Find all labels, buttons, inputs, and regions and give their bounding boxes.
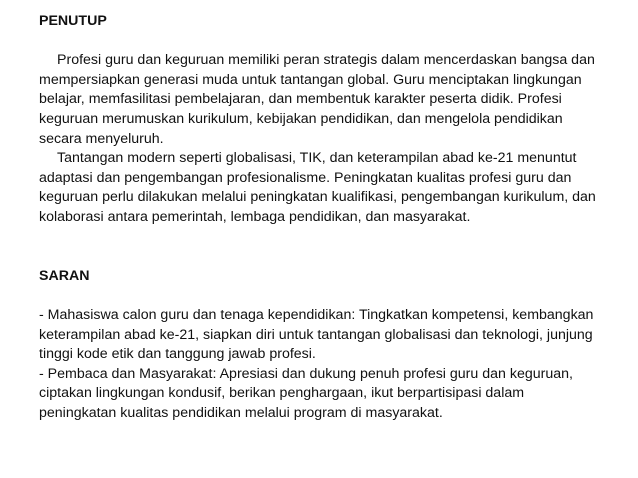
spacer bbox=[39, 286, 599, 306]
spacer bbox=[39, 228, 599, 248]
closing-paragraph-2: Tantangan modern seperti globalisasi, TIK, dan keterampilan abad ke-21 menuntut adaptasi dan pengembangan profesionalisme. Peningkatan kualitas profesi guru dan keguruan perlu dilakukan melalui peningkatan kualifikasi, pengembangan kurikulum, dan kolaborasi antara pemerintah, lembaga pendidikan, dan masyarakat. bbox=[39, 150, 596, 225]
spacer bbox=[39, 32, 599, 52]
closing-heading: PENUTUP bbox=[39, 13, 107, 29]
suggestion-item-readers: - Pembaca dan Masyarakat: Apresiasi dan dukung penuh profesi guru dan keguruan, ciptakan lingkungan kondusif, berikan penghargaan, ikut berpartisipasi dalam peningkatan kualitas pendidikan melalui program di masyarakat. bbox=[39, 365, 573, 421]
suggestions-heading: SARAN bbox=[39, 267, 90, 284]
spacer bbox=[39, 247, 599, 267]
closing-paragraph-1: Profesi guru dan keguruan memiliki peran strategis dalam mencerdaskan bangsa dan mempersiapkan generasi muda untuk tantangan global. Guru menciptakan lingkungan belajar, memfasilitasi pembelajaran, dan membentuk karakter peserta didik. Profesi keguruan merumuskan kurikulum, kebijakan pendidikan, dan mengelola pendidikan secara menyeluruh. bbox=[39, 52, 595, 147]
document-page bbox=[39, 12, 599, 423]
suggestion-item-students: - Mahasiswa calon guru dan tenaga kependidikan: Tingkatkan kompetensi, kembangkan keterampilan abad ke-21, siapkan diri untuk tantangan globalisasi dan teknologi, junjung tinggi kode etik dan tanggung jawab profesi. bbox=[39, 306, 594, 363]
